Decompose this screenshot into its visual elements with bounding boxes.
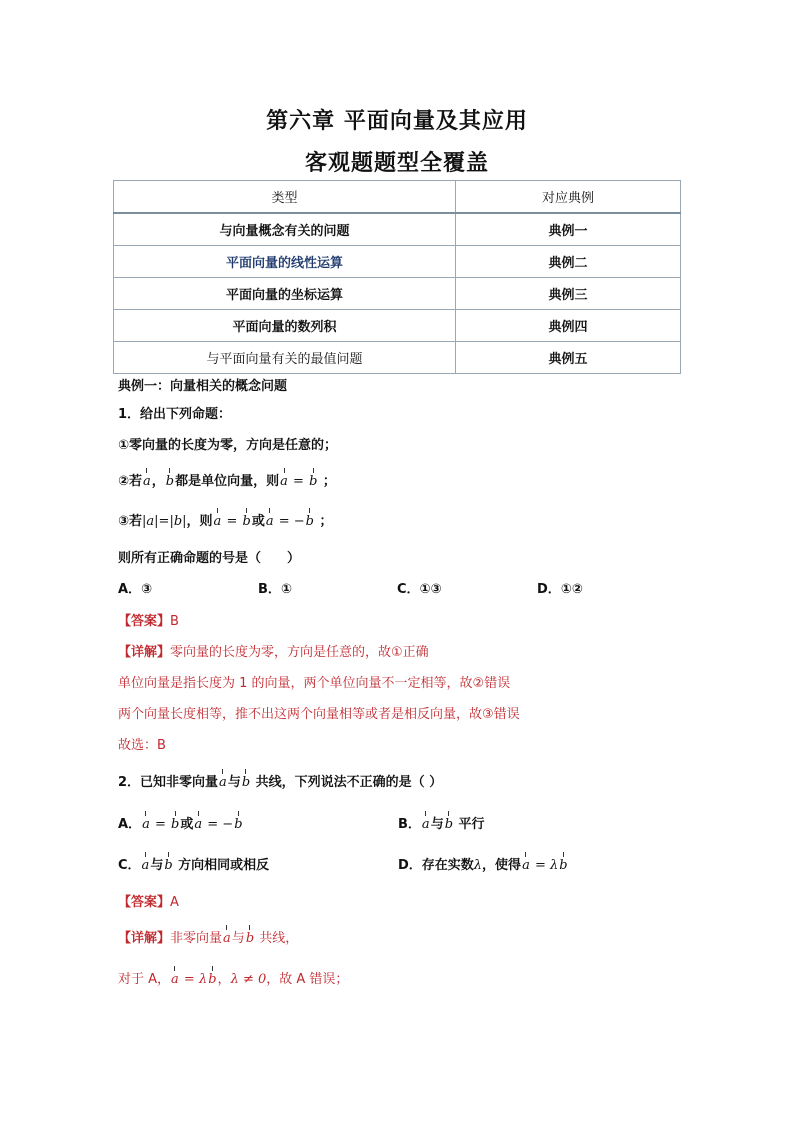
conclusion-line: 故选：B xyxy=(118,738,166,753)
vector-b: b xyxy=(164,858,173,873)
abs-a: |a| xyxy=(142,514,159,529)
q2-option-b xyxy=(398,813,485,832)
equals-sign: = xyxy=(530,858,550,873)
vector-b: b xyxy=(171,817,180,832)
vector-a: a xyxy=(265,514,274,529)
analysis-prefix: 对于 A， xyxy=(118,972,171,987)
vector-b: b xyxy=(444,817,454,832)
vector-a: a xyxy=(421,817,430,832)
detail-line-1 xyxy=(118,641,429,660)
type-table xyxy=(113,180,681,374)
or-text: 或 xyxy=(180,817,194,832)
option-suffix: 方向相同或相反 xyxy=(173,858,270,873)
vector-b: b xyxy=(309,474,318,489)
equals-sign: = xyxy=(222,514,242,529)
detail-text: 非零向量 xyxy=(170,931,223,946)
vector-a: a xyxy=(194,817,203,832)
table-cell-example: 典例三 xyxy=(456,278,681,310)
vector-a: a xyxy=(142,817,150,832)
option-label: C． xyxy=(118,858,141,873)
vector-a: a xyxy=(280,474,288,489)
equals-sign: = xyxy=(203,817,223,832)
vector-b: b xyxy=(208,972,217,987)
vector-a: a xyxy=(141,858,150,873)
and-text: 与 xyxy=(150,858,164,873)
option-label: A． xyxy=(118,817,142,832)
and-text: 与 xyxy=(231,931,245,946)
equals-sign: = xyxy=(274,514,294,529)
option-label: D．存在实数 xyxy=(398,858,474,873)
q2-detail-line xyxy=(118,927,298,946)
table-row xyxy=(114,310,681,342)
detail-suffix: 共线， xyxy=(255,931,299,946)
vector-a: a xyxy=(143,474,151,489)
proposition-2: ②若a，b都是单位向量，则a = b ； xyxy=(118,474,336,489)
option-mid: ，使得 xyxy=(482,858,522,873)
and-text: 与 xyxy=(430,817,444,832)
proposition-2-prefix: ②若 xyxy=(118,474,143,489)
answer-label: 【答案】 xyxy=(118,614,171,629)
proposition-2-mid: 都是单位向量，则 xyxy=(175,474,280,489)
table-cell-type: 平面向量的数列积 xyxy=(114,310,456,342)
detail-line-3: 两个向量长度相等，推不出这两个向量相等或者是相反向量，故③错误 xyxy=(118,707,520,722)
option-label: B． xyxy=(398,817,421,832)
q2-analysis-a xyxy=(118,968,348,987)
vector-b: b xyxy=(245,931,255,946)
table-cell-example: 典例五 xyxy=(456,342,681,374)
answer-label: 【答案】 xyxy=(118,895,171,910)
table-cell-type: 与向量概念有关的问题 xyxy=(114,213,456,246)
table-header-row xyxy=(114,181,681,214)
question-2-stem xyxy=(118,771,442,790)
lambda-symbol: λ xyxy=(230,972,239,987)
vector-b: b xyxy=(559,858,568,873)
not-equal-zero: ≠ 0 xyxy=(238,972,267,987)
lambda-symbol: λ xyxy=(198,972,208,987)
table-row xyxy=(114,246,681,278)
table-row xyxy=(114,342,681,374)
table-cell-example: 典例二 xyxy=(456,246,681,278)
abs-b: |b| xyxy=(169,514,187,529)
analysis-mid: ， xyxy=(217,972,231,987)
or-text: 或 xyxy=(251,514,265,529)
minus-sign: − xyxy=(222,817,234,832)
q2-option-d xyxy=(398,854,569,873)
question-2-suffix: 共线，下列说法不正确的是（ ） xyxy=(251,775,443,790)
q2-option-c xyxy=(118,854,269,873)
lambda-symbol: λ xyxy=(550,858,559,873)
table-cell-type: 平面向量的线性运算 xyxy=(114,246,456,278)
lambda-symbol: λ xyxy=(473,858,483,873)
equals-sign: = xyxy=(179,972,199,987)
vector-a: a xyxy=(171,972,179,987)
equals-sign: = xyxy=(150,817,170,832)
option-c: C．①③ xyxy=(397,582,442,597)
vector-b: b xyxy=(242,514,251,529)
proposition-1: ①零向量的长度为零，方向是任意的； xyxy=(118,438,338,453)
detail-label: 【详解】 xyxy=(118,931,171,946)
q2-option-a xyxy=(118,813,244,832)
table-row xyxy=(114,278,681,310)
question-1-ask: 则所有正确命题的号是（ ） xyxy=(118,551,301,566)
question-2-prefix: 2．已知非零向量 xyxy=(118,775,219,790)
detail-label: 【详解】 xyxy=(118,645,171,660)
table-cell-example: 典例四 xyxy=(456,310,681,342)
and-text: 与 xyxy=(227,775,241,790)
vector-b: b xyxy=(305,514,314,529)
answer-line-1 xyxy=(118,610,179,629)
vector-a: a xyxy=(219,775,227,790)
detail-line-2: 单位向量是指长度为 1 的向量，两个单位向量不一定相等，故②错误 xyxy=(118,676,511,691)
q2-answer-line xyxy=(118,891,179,910)
table-header-example: 对应典例 xyxy=(456,181,681,214)
proposition-3: ③若|a|=|b|，则a = b或a = −b ； xyxy=(118,514,333,529)
table-header-type: 类型 xyxy=(114,181,456,214)
option-b: B．① xyxy=(258,582,292,597)
vector-a: a xyxy=(223,931,231,946)
table-cell-example: 典例一 xyxy=(456,213,681,246)
option-a: A．③ xyxy=(118,582,153,597)
proposition-3-mid: ，则 xyxy=(186,514,213,529)
table-cell-type: 平面向量的坐标运算 xyxy=(114,278,456,310)
answer-value: B xyxy=(170,614,179,629)
proposition-3-prefix: ③若 xyxy=(118,514,143,529)
equals-sign: = xyxy=(158,514,170,529)
option-d: D．①② xyxy=(537,582,583,597)
vector-a: a xyxy=(522,858,530,873)
section-heading: 典例一：向量相关的概念问题 xyxy=(118,379,288,394)
detail-text: 零向量的长度为零，方向是任意的，故①正确 xyxy=(170,645,429,660)
vector-b: b xyxy=(241,775,251,790)
equals-sign: = xyxy=(288,474,309,489)
page-title: 第六章 平面向量及其应用 xyxy=(266,108,528,134)
answer-value: A xyxy=(170,895,179,910)
vector-b: b xyxy=(165,474,175,489)
minus-sign: − xyxy=(293,514,305,529)
option-suffix: 平行 xyxy=(454,817,485,832)
vector-b: b xyxy=(234,817,243,832)
vector-a: a xyxy=(213,514,222,529)
page-subtitle: 客观题题型全覆盖 xyxy=(304,150,489,176)
question-1-stem: 1．给出下列命题： xyxy=(118,407,232,422)
table-row xyxy=(114,213,681,246)
analysis-suffix: ，故 A 错误； xyxy=(266,972,349,987)
table-cell-type: 与平面向量有关的最值问题 xyxy=(114,342,456,374)
